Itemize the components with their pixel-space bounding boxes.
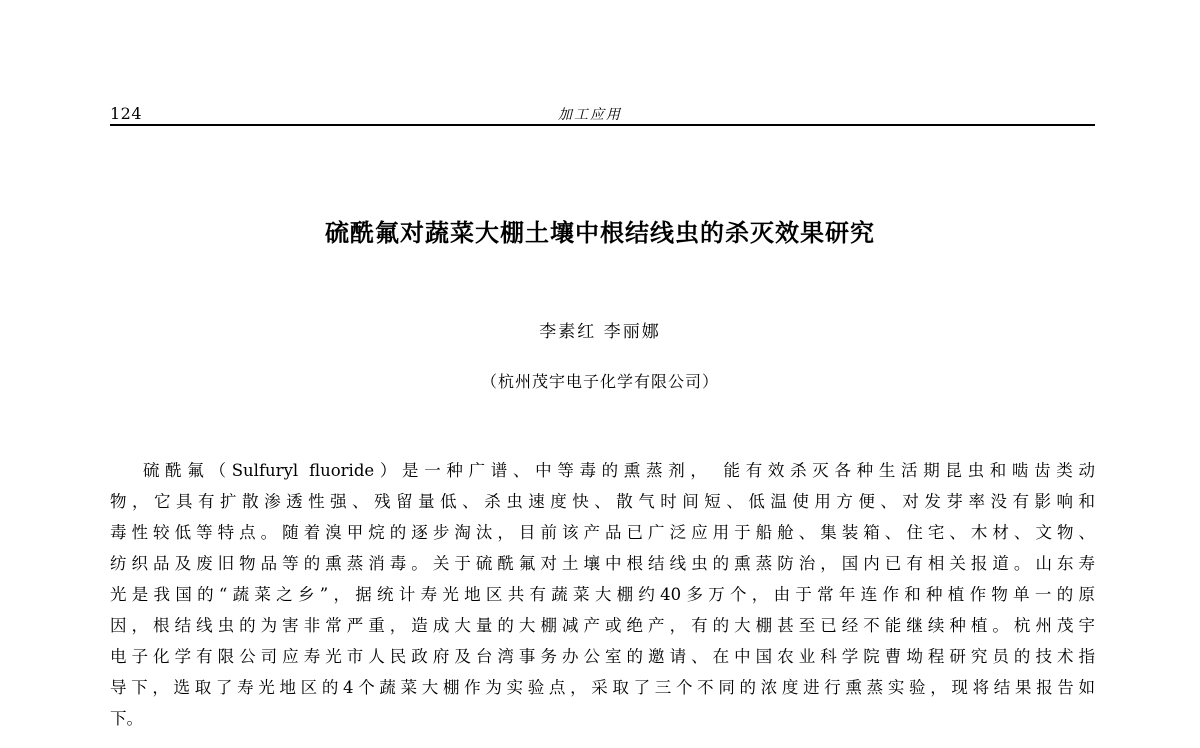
body-paragraph	[110, 455, 1095, 734]
body-line: 导下，选取了寿光地区的4个蔬菜大棚作为实验点，采取了三个不同的浓度进行熏蒸实验，现将结果报告如	[110, 678, 1095, 697]
body-line: 纺织品及废旧物品等的熏蒸消毒。关于硫酰氟对土壤中根结线虫的熏蒸防治，国内已有相关报道。山东寿	[110, 554, 1095, 573]
running-head: 加工应用	[558, 107, 622, 123]
article-title: 硫酰氟对蔬菜大棚土壤中根结线虫的杀灭效果研究	[325, 219, 875, 247]
body-line: 毒性较低等特点。随着溴甲烷的逐步淘汰，目前该产品已广泛应用于船舱、集装箱、住宅、木材、文物、	[110, 523, 1095, 542]
article-authors: 李素红 李丽娜	[539, 322, 661, 342]
body-line: 物，它具有扩散渗透性强、残留量低、杀虫速度快、散气时间短、低温使用方便、对发芽率没有影响和	[110, 492, 1095, 511]
header-rule	[110, 124, 1095, 126]
page-number: 124	[110, 104, 143, 123]
body-line: 因，根结线虫的为害非常严重，造成大量的大棚减产或绝产，有的大棚甚至已经不能继续种植。杭州茂宇	[110, 616, 1095, 635]
body-line: 下。	[110, 709, 143, 728]
article-affiliation: （杭州茂宇电子化学有限公司）	[480, 372, 719, 391]
body-line: 硫酰氟（Sulfuryl fluoride）是一种广谱、中等毒的熏蒸剂， 能有效杀灭各种生活期昆虫和啮齿类动	[143, 461, 1095, 480]
body-line: 光是我国的“蔬菜之乡”，据统计寿光地区共有蔬菜大棚约40多万个，由于常年连作和种植作物单一的原	[110, 585, 1095, 604]
body-line: 电子化学有限公司应寿光市人民政府及台湾事务办公室的邀请、在中国农业科学院曹坳程研究员的技术指	[110, 647, 1095, 666]
